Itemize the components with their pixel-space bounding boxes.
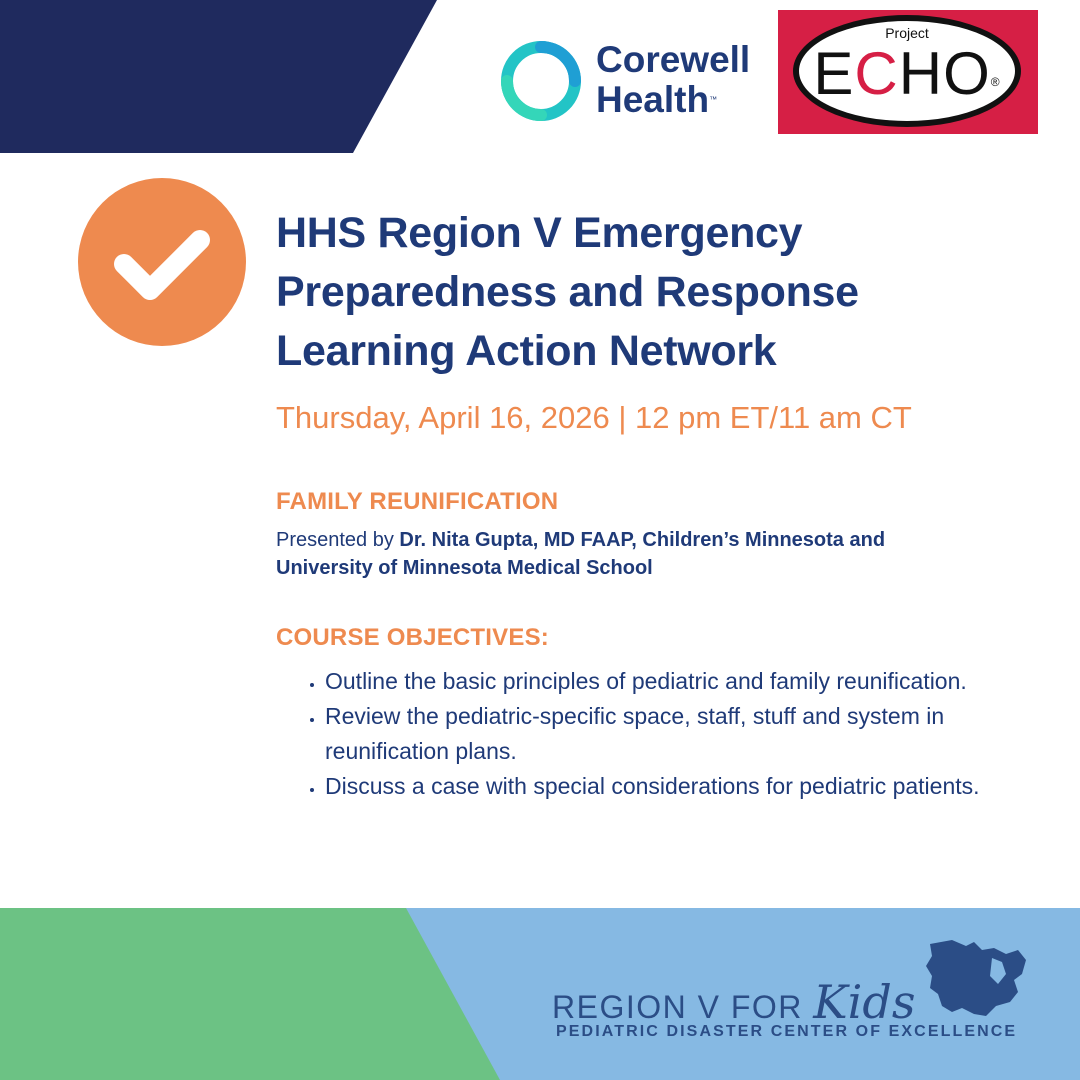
brand-numeral: V bbox=[697, 989, 721, 1025]
corewell-logo bbox=[500, 40, 582, 122]
corewell-line2 bbox=[596, 80, 750, 120]
echo-ho: HO bbox=[898, 40, 991, 107]
corewell-line1: Corewell bbox=[596, 39, 751, 80]
registered-symbol: ® bbox=[990, 75, 1001, 89]
event-date: Thursday, April 16, 2026 | 12 pm ET/11 am CT bbox=[276, 400, 912, 435]
objectives-heading: COURSE OBJECTIVES: bbox=[276, 624, 549, 651]
footer-band bbox=[0, 908, 1080, 1080]
check-badge bbox=[78, 178, 246, 346]
presenter-line bbox=[276, 526, 976, 582]
header-navy-shape bbox=[0, 0, 440, 155]
region-v-kids-wordmark bbox=[552, 975, 915, 1029]
corewell-wordmark bbox=[596, 40, 750, 120]
brand-for: FOR bbox=[720, 989, 814, 1025]
objective-item: • Review the pediatric-specific space, staff, stuff and system in reunification plans. bbox=[325, 699, 1055, 769]
event-title: HHS Region V Emergency Preparedness and Response Learning Action Network bbox=[276, 209, 859, 375]
footer-tagline: PEDIATRIC DISASTER CENTER OF EXCELLENCE bbox=[556, 1023, 1018, 1040]
brand-region: REGION bbox=[552, 989, 698, 1025]
corewell-line2-text: Health bbox=[596, 79, 710, 120]
echo-c: C bbox=[854, 40, 899, 107]
presented-by-label: Presented by bbox=[276, 529, 400, 551]
echo-e: E bbox=[813, 40, 855, 107]
objective-item: • Outline the basic principles of pediatric and family reunification. bbox=[325, 664, 1055, 699]
echo-wordmark bbox=[793, 42, 1021, 106]
session-heading: FAMILY REUNIFICATION bbox=[276, 488, 559, 515]
corewell-swirl-icon bbox=[500, 40, 582, 122]
objective-item: • Discuss a case with special considerations for pediatric patients. bbox=[325, 769, 1055, 804]
trademark-symbol: ™ bbox=[709, 95, 718, 104]
echo-project-label: Project bbox=[885, 25, 929, 41]
objectives-list bbox=[300, 664, 1055, 804]
brand-kids: Kids bbox=[813, 975, 916, 1029]
region-map-icon bbox=[922, 936, 1032, 1020]
presenter-name: Dr. Nita Gupta, MD FAAP, Children’s Minnesota and University of Minnesota Medical School bbox=[276, 529, 886, 579]
